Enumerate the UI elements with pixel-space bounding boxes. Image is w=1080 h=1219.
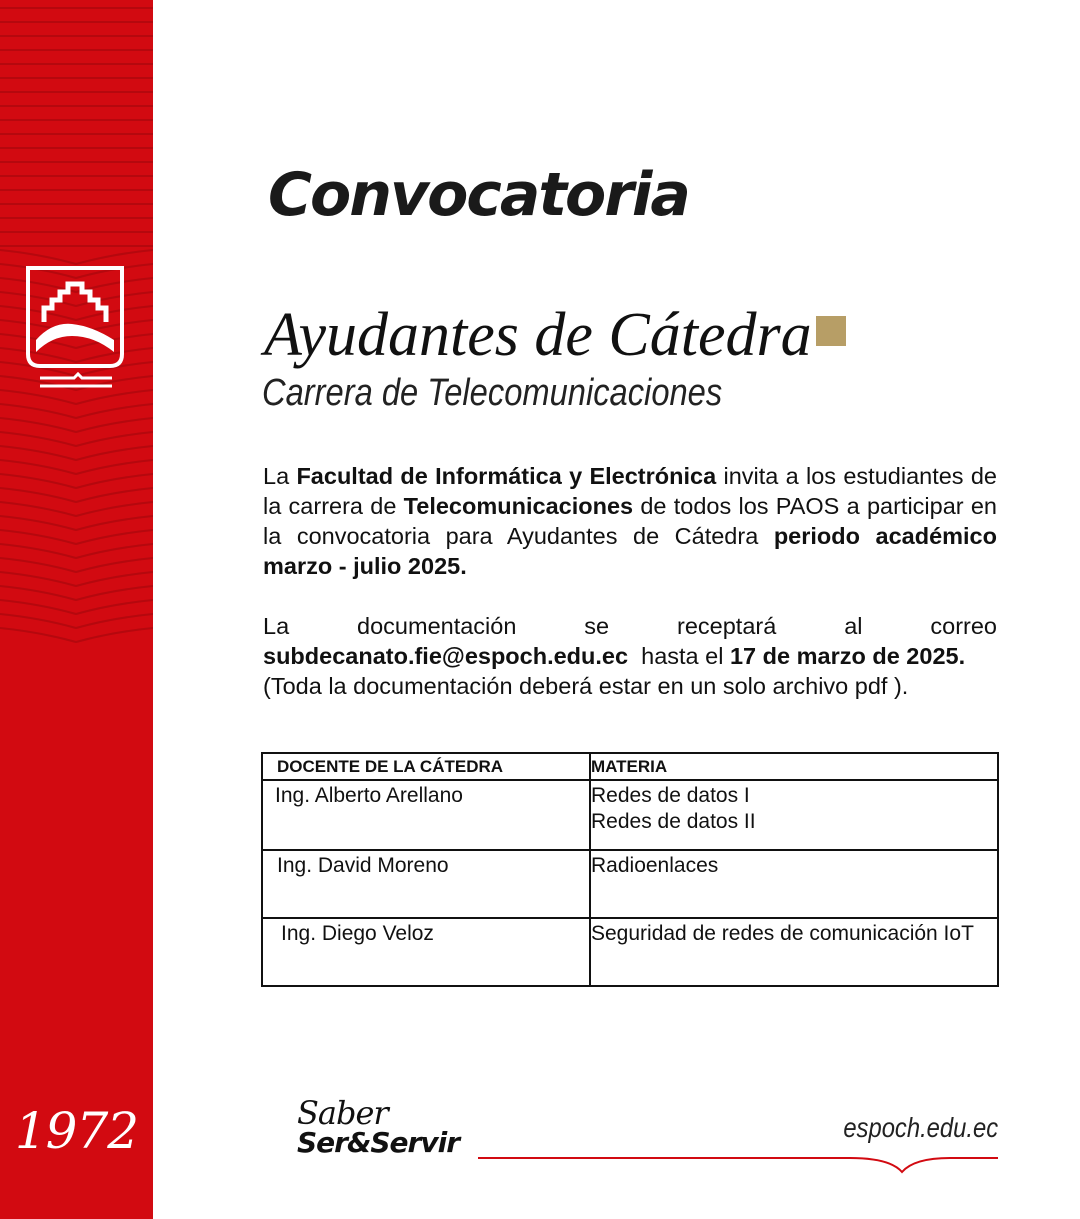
stripe-line (0, 446, 153, 460)
stripe-line (0, 558, 153, 572)
pdf-note: (Toda la documentación deberá estar en un solo archivo pdf ). (263, 673, 909, 699)
p2-text-1: La documentación se receptará al correo (263, 613, 997, 639)
stripe-line (0, 516, 153, 530)
stripe-line (0, 614, 153, 628)
table-header-docente: DOCENTE DE LA CÁTEDRA (262, 753, 590, 780)
table-row (262, 918, 998, 986)
p2-text-2: hasta el (628, 643, 730, 669)
materia-cell: Radioenlaces (590, 850, 998, 918)
gold-accent-square (816, 316, 846, 346)
stripe-line (0, 544, 153, 558)
academic-period: periodo académico marzo - julio 2025. (263, 523, 997, 579)
footer-book-line (470, 1150, 1000, 1180)
docente-cell: Ing. David Moreno (262, 850, 590, 918)
founding-year: 1972 (14, 1102, 139, 1160)
docente-cell: Ing. Alberto Arellano (262, 780, 590, 850)
deadline-date: 17 de marzo de 2025. (729, 643, 966, 669)
stripe-line (0, 600, 153, 614)
stripe-line (0, 474, 153, 488)
p1-text-1: La (263, 463, 297, 489)
stripe-line (0, 628, 153, 642)
stripe-line (0, 586, 153, 600)
career-name: Carrera de Telecomunicaciones (262, 372, 723, 414)
faculty-name: Facultad de Informática y Electrónica (296, 463, 717, 489)
invitation-paragraph (263, 461, 997, 581)
p1-text-3: de todos los PAOS a participar en la convocatoria para Ayudantes de Cátedra (263, 493, 998, 549)
stripe-line (0, 488, 153, 502)
espoch-emblem-icon (22, 262, 128, 392)
documentation-paragraph (263, 611, 997, 701)
stripe-line (0, 530, 153, 544)
slogan-line-2: Ser&Servir (297, 1126, 460, 1159)
teachers-table (261, 752, 999, 987)
docente-cell: Ing. Diego Veloz (262, 918, 590, 986)
slogan-line-1: Saber (297, 1094, 388, 1132)
table-header-materia: MATERIA (590, 753, 998, 780)
stripe-line (0, 460, 153, 474)
table-row (262, 780, 998, 850)
stripe-line (0, 404, 153, 418)
stripe-line (0, 390, 153, 404)
stripe-line (0, 572, 153, 586)
table-row (262, 850, 998, 918)
red-sidebar (0, 0, 153, 1219)
stripe-line (0, 418, 153, 432)
subtitle: Ayudantes de Cátedra (264, 301, 812, 369)
materia-cell: Seguridad de redes de comunicación IoT (590, 918, 998, 986)
website-link[interactable]: espoch.edu.ec (843, 1112, 998, 1143)
email-link[interactable]: subdecanato.fie@espoch.edu.ec (263, 643, 629, 669)
page-title: Convocatoria (268, 160, 689, 230)
materia-cell: Redes de datos I Redes de datos II (590, 780, 998, 850)
slogan-logo (297, 1094, 460, 1159)
stripe-line (0, 502, 153, 516)
p1-text-2: invita a los estudiantes de la carrera de (263, 463, 998, 519)
stripe-line (0, 432, 153, 446)
career-bold: Telecomunicaciones (403, 493, 634, 519)
